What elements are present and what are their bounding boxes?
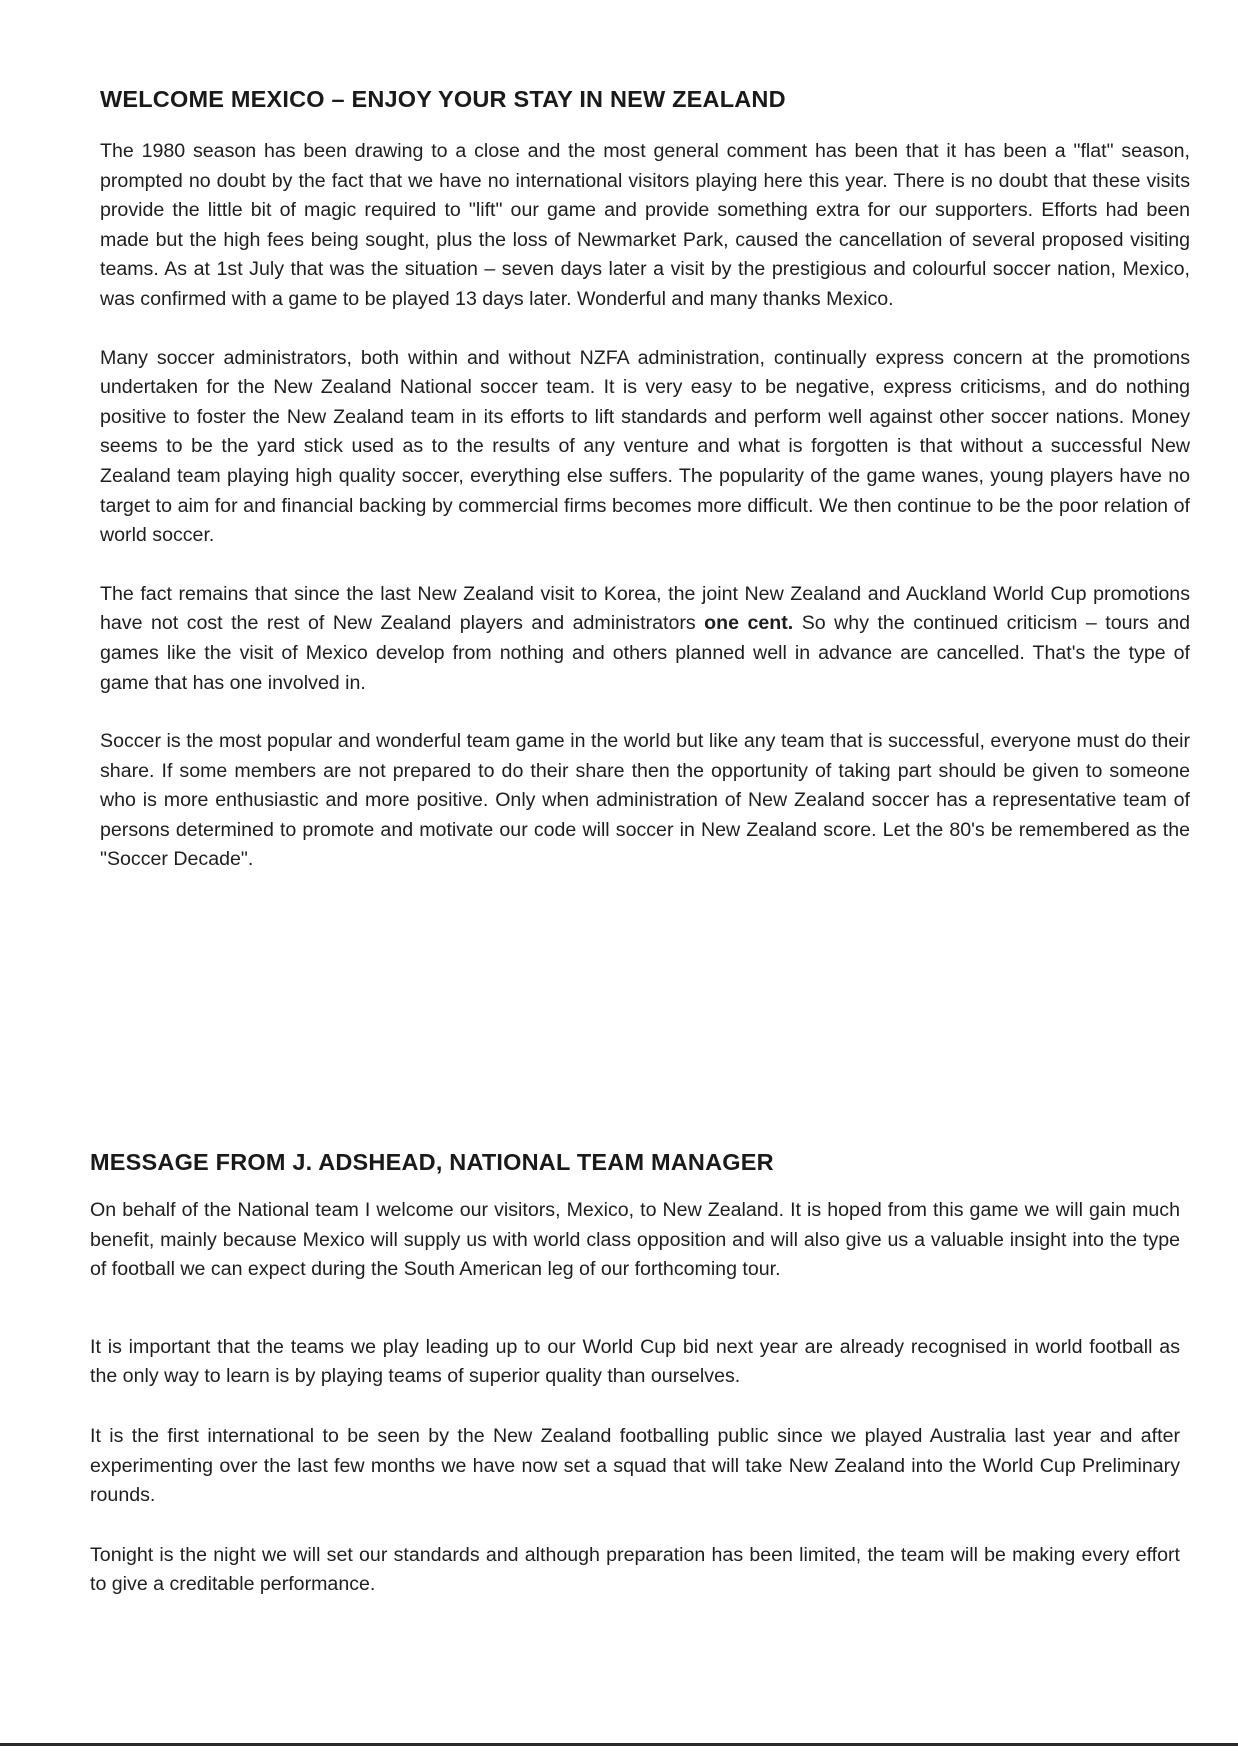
message-paragraph-3: It is the first international to be seen by the New Zealand footballing public since we played Australia last year and after experimenting over the last few months we have now set a squad that will take New Zealand into the World Cup Preliminary rounds. bbox=[90, 1424, 1180, 1507]
welcome-paragraph-1: The 1980 season has been drawing to a close and the most general comment has been that it has been a "flat" season, prompted no doubt by the fact that we have no international visitors playing here this year. There is no doubt that these visits provide the little bit of magic required to "lift" our game and provide something extra for our supporters. Efforts had been made but the high fees being sought, plus the loss of Newmarket Park, caused the cancellation of several proposed visiting teams. As at 1st July that was the situation – seven days later a visit by the prestigious and colourful soccer nation, Mexico, was confirmed with a game to be played 13 days later. Wonderful and many thanks Mexico. bbox=[100, 140, 1190, 310]
page-bottom-rule bbox=[0, 1743, 1238, 1746]
paragraph-3-text-start: The fact remains that since the last New Zealand visit to Korea, the joint New Zealand and Auckland World Cup promotions have not cost the rest of New Zealand players and administrators bbox=[100, 582, 1190, 635]
welcome-paragraph-3 bbox=[100, 580, 1190, 698]
welcome-section bbox=[100, 86, 1190, 904]
one-cent-emphasis: one cent. bbox=[704, 612, 794, 635]
paragraph-3-text-end: So why the continued criticism – tours and games like the visit of Mexico develop from nothing and others planned well in advance are cancelled. That's the type of game that has one involved in. bbox=[100, 612, 1191, 694]
welcome-paragraph-4: Soccer is the most popular and wonderful team game in the world but like any team that is successful, everyone must do their share. If some members are not prepared to do their share then the opportunity of taking part should be given to someone who is more enthusiastic and more positive. Only when administration of New Zealand soccer has a representative team of persons determined to promote and motivate our code will soccer in New Zealand score. Let the 80's be remembered as the "Soccer Decade". bbox=[100, 730, 1190, 871]
message-paragraph-4: Tonight is the night we will set our standards and although preparation has been limited, the team will be making every effort to give a creditable performance. bbox=[90, 1543, 1180, 1596]
message-paragraph-1: On behalf of the National team I welcome our visitors, Mexico, to New Zealand. It is hoped from this game we will gain much benefit, mainly because Mexico will supply us with world class opposition and will also give us a valuable insight into the type of football we can expect during the South American leg of our forthcoming tour. bbox=[90, 1199, 1180, 1281]
message-paragraph-2: It is important that the teams we play leading up to our World Cup bid next year are already recognised in world football as the only way to learn is by playing teams of superior quality than ourselves. bbox=[90, 1335, 1180, 1388]
welcome-heading: WELCOME MEXICO – ENJOY YOUR STAY IN NEW ZEALAND bbox=[100, 86, 786, 112]
welcome-paragraph-2: Many soccer administrators, both within and without NZFA administration, continually express concern at the promotions undertaken for the New Zealand National soccer team. It is very easy to be negative, express criticisms, and do nothing positive to foster the New Zealand team in its efforts to lift standards and perform well against other soccer nations. Money seems to be the yard stick used as to the results of any venture and what is forgotten is that without a successful New Zealand team playing high quality soccer, everything else suffers. The popularity of the game wanes, young players have no target to aim for and financial backing by commercial firms becomes more difficult. We then continue to be the poor relation of world soccer. bbox=[100, 346, 1190, 547]
manager-message-heading: MESSAGE FROM J. ADSHEAD, NATIONAL TEAM MANAGER bbox=[90, 1149, 774, 1175]
manager-message-section bbox=[90, 1149, 1180, 1630]
